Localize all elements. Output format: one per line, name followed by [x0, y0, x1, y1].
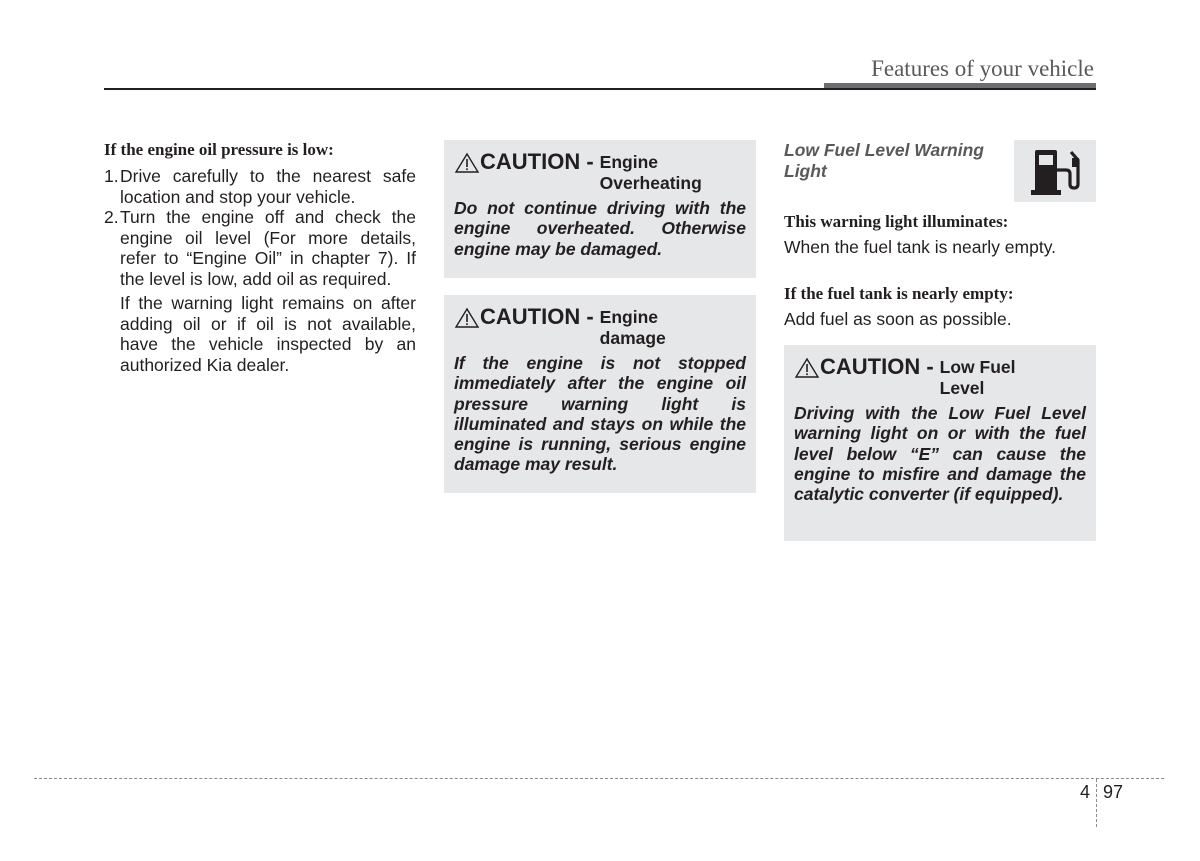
fuel-indicator-box: [1014, 140, 1096, 202]
header-rule: [104, 88, 1096, 90]
oil-note: If the warning light remains on after adding oil or if oil is not available, have the vehicle inspected by an authorized Kia dealer.: [120, 293, 416, 375]
caution-label: CAUTION -: [480, 149, 594, 174]
page-number: 97: [1103, 782, 1124, 802]
left-column: [104, 140, 416, 375]
list-item: [104, 207, 416, 289]
caution-label: CAUTION -: [820, 354, 934, 379]
caution-body: If the engine is not stopped immediately after the engine oil pressure warning light is illuminated and stays on while the engine is running, serious engine damage may result.: [454, 353, 746, 475]
caution-box-low-fuel: [784, 345, 1096, 541]
list-number: 2.: [104, 207, 119, 227]
caution-title: Low Fuel Level: [939, 357, 1016, 398]
oil-pressure-heading: If the engine oil pressure is low:: [104, 140, 334, 159]
list-text: Turn the engine off and check the engine oil level (For more details, refer to “Engine Oil” in chapter 7). If the level is low, add oil as required.: [120, 207, 416, 289]
list-number: 1.: [104, 166, 119, 186]
section-title: Features of your vehicle: [871, 56, 1094, 81]
fuel-pump-icon: [1014, 140, 1096, 202]
caution-label: CAUTION -: [480, 304, 594, 329]
caution-box-engine-damage: [444, 295, 756, 493]
caution-title: Engine damage: [599, 307, 666, 348]
page-divider: [1096, 779, 1097, 827]
caution-title: Engine Overheating: [599, 152, 702, 193]
illuminates-text: When the fuel tank is nearly empty.: [784, 237, 1057, 257]
caution-header: [454, 150, 746, 194]
caution-body: Do not continue driving with the engine overheated. Otherwise engine may be damaged.: [454, 198, 746, 259]
list-text: Drive carefully to the nearest safe location and stop your vehicle.: [120, 166, 416, 207]
caution-body: Driving with the Low Fuel Level warning light on or with the fuel level below “E” can cause the engine to misfire and damage the catalytic converter (if equipped).: [794, 403, 1086, 505]
nearly-empty-heading: If the fuel tank is nearly empty:: [784, 283, 1014, 303]
right-column: [784, 140, 1096, 541]
warning-triangle-icon: [794, 357, 820, 379]
middle-column: [444, 140, 756, 493]
caution-header: [794, 355, 1086, 399]
illuminates-heading: This warning light illuminates:: [784, 212, 1009, 231]
nearly-empty-text: Add fuel as soon as possible.: [784, 308, 1012, 329]
warning-triangle-icon: [454, 152, 480, 174]
caution-header: [454, 305, 746, 349]
low-fuel-title: Low Fuel Level Warning Light: [784, 140, 984, 181]
caution-box-overheating: [444, 140, 756, 278]
footer-rule: [34, 778, 1164, 779]
list-item: [104, 166, 416, 207]
chapter-number: 4: [1080, 782, 1091, 802]
warning-triangle-icon: [454, 307, 480, 329]
